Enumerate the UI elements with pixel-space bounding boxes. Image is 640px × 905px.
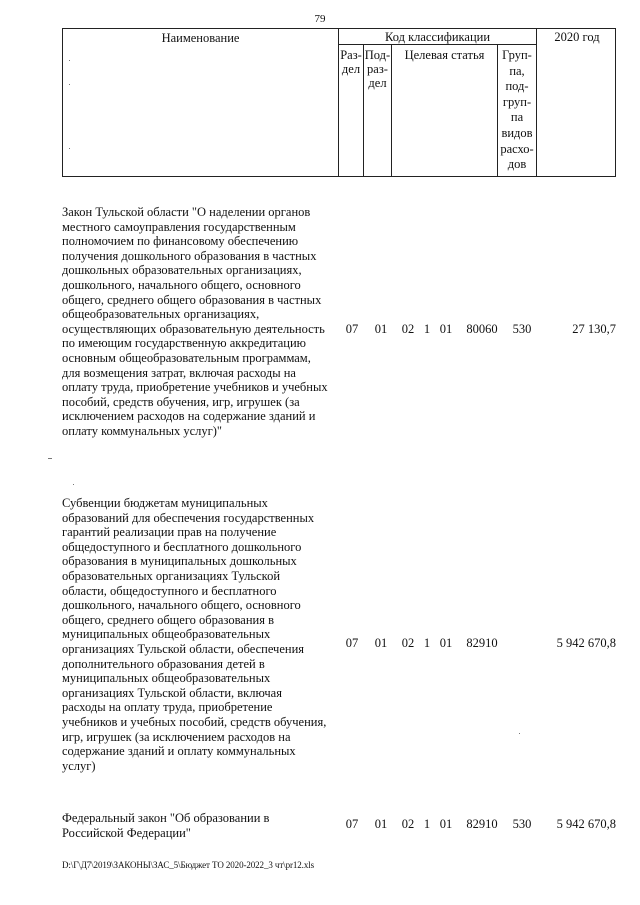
row-3-razdel: 07 — [345, 817, 359, 831]
row-1-target-subprogram: 1 — [423, 322, 431, 336]
target-article-header: Целевая статья — [404, 48, 485, 62]
row-2-amount: 5 942 670,8 — [556, 636, 616, 650]
table-header — [62, 28, 616, 177]
name-column-header: Наименование — [161, 31, 240, 45]
row-3-target-direction: 82910 — [466, 817, 498, 831]
row-1-target-main: 01 — [439, 322, 453, 336]
row-3-podrazdel: 01 — [374, 817, 388, 831]
row-3-target-program: 02 — [401, 817, 415, 831]
razdel-header: Раз- дел — [340, 48, 362, 76]
year-column-header: 2020 год — [554, 30, 600, 44]
row-1-target-program: 02 — [401, 322, 415, 336]
row-2-description: Субвенции бюджетам муниципальных образований для обеспечения государственных гарантий реализации прав на получение общедоступного и бесплатного дошкольного образования в муниципальных дошкольных образовательных организациях Тульской области, общедоступного и бесплатного дошкольного, начального общего, основного общего, среднего общего образования в муниципальных общеобразовательных организациях Тульской области, обеспечения дополнительного образования детей в муниципальных общеобразовательных организациях Тульской области, включая расходы на оплату труда, приобретение учебников и учебных пособий, средств обучения, игр, игрушек (за исключением расходов на содержание зданий и оплату коммунальных услуг) — [62, 496, 327, 773]
row-2-target-program: 02 — [401, 636, 415, 650]
row-3-description: Федеральный закон "Об образовании в Российской Федерации" — [62, 811, 270, 840]
classification-code-header: Код классификации — [384, 30, 491, 44]
row-1-description: Закон Тульской области "О наделении органов местного самоуправления государственным полномочием по финансовому обеспечению получения дошкольного образования в частных дошкольных образовательных организациях, дошкольного, начального общего, основного общего, среднего общего образования в частных общеобразовательных организациях, осуществляющих образовательную деятельность по имеющим государственную аккредитацию основным общеобразовательным программам, для возмещения затрат, включая расходы на оплату труда, приобретение учебников и учебных пособий, средств обучения, игр, игрушек (за исключением расходов на содержание зданий и оплату коммунальных услуг)" — [62, 205, 328, 438]
row-2-target-direction: 82910 — [466, 636, 498, 650]
row-3-target-main: 01 — [439, 817, 453, 831]
expense-type-header: Груп- па, под- груп- па видов расхо- дов — [500, 48, 534, 172]
row-1-expense-type: 530 — [512, 322, 532, 336]
row-3-amount: 5 942 670,8 — [556, 817, 616, 831]
row-3-target-subprogram: 1 — [423, 817, 431, 831]
file-path-footer: D:\Г\Д7\2019\ЗАКОНЫ\ЗАС_5\Бюджет ТО 2020-2022_3 чт\pr12.xls — [62, 860, 315, 870]
row-1-amount: 27 130,7 — [572, 322, 616, 336]
row-1-razdel: 07 — [345, 322, 359, 336]
row-2-razdel: 07 — [345, 636, 359, 650]
podrazdel-header: Под- раз- дел — [364, 48, 391, 90]
row-3-expense-type: 530 — [512, 817, 532, 831]
row-2-podrazdel: 01 — [374, 636, 388, 650]
row-1-podrazdel: 01 — [374, 322, 388, 336]
row-1-target-direction: 80060 — [466, 322, 498, 336]
row-2-target-main: 01 — [439, 636, 453, 650]
page-number: 79 — [314, 13, 326, 25]
row-2-target-subprogram: 1 — [423, 636, 431, 650]
